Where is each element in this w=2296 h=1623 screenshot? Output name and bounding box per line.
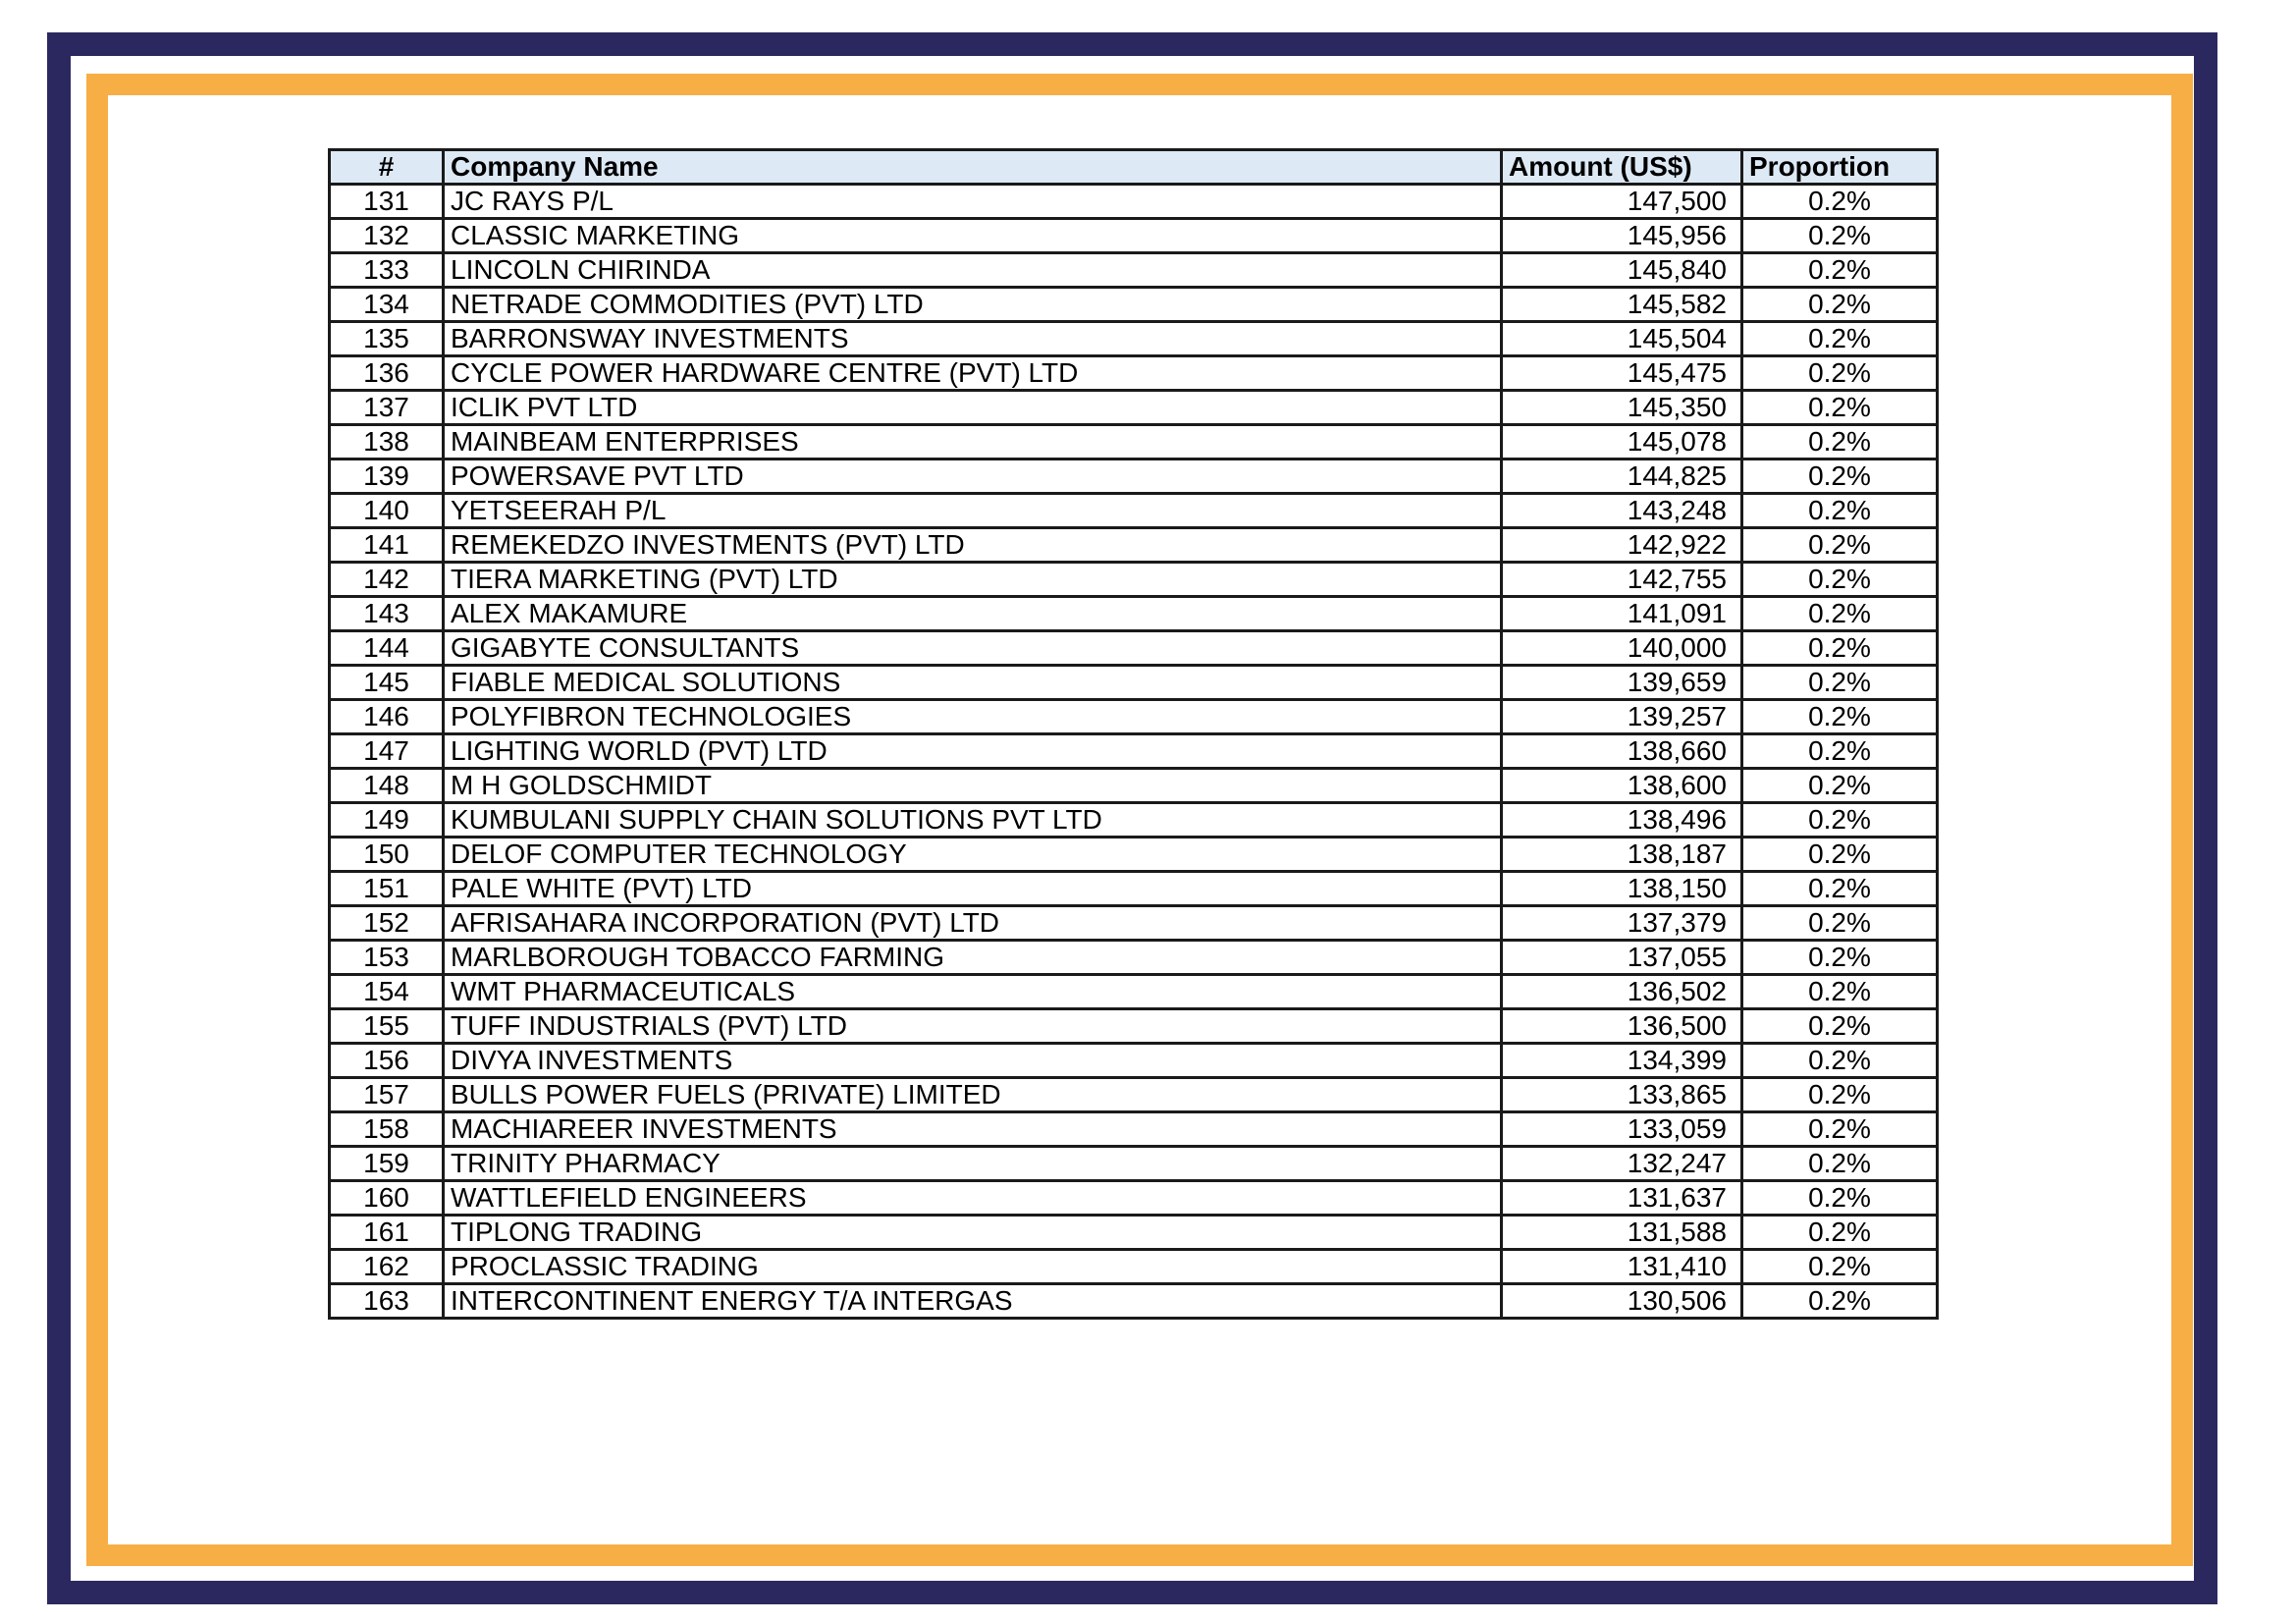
cell-num: 155 — [330, 1009, 444, 1044]
table-row — [330, 563, 1938, 597]
cell-proportion: 0.2% — [1742, 460, 1938, 494]
cell-amount: 138,187 — [1502, 838, 1742, 872]
cell-amount: 142,755 — [1502, 563, 1742, 597]
cell-amount: 138,496 — [1502, 803, 1742, 838]
header-num: # — [330, 150, 444, 185]
cell-num: 145 — [330, 666, 444, 700]
cell-amount: 143,248 — [1502, 494, 1742, 528]
cell-company-name: INTERCONTINENT ENERGY T/A INTERGAS — [444, 1284, 1502, 1319]
cell-proportion: 0.2% — [1742, 1216, 1938, 1250]
cell-amount: 145,350 — [1502, 391, 1742, 425]
cell-num: 136 — [330, 356, 444, 391]
cell-company-name: BARRONSWAY INVESTMENTS — [444, 322, 1502, 356]
table-row — [330, 322, 1938, 356]
cell-company-name: PALE WHITE (PVT) LTD — [444, 872, 1502, 906]
cell-amount: 147,500 — [1502, 185, 1742, 219]
cell-company-name: ICLIK PVT LTD — [444, 391, 1502, 425]
cell-amount: 137,055 — [1502, 941, 1742, 975]
cell-num: 147 — [330, 734, 444, 769]
cell-company-name: MACHIAREER INVESTMENTS — [444, 1112, 1502, 1147]
cell-amount: 131,588 — [1502, 1216, 1742, 1250]
cell-num: 157 — [330, 1078, 444, 1112]
cell-num: 152 — [330, 906, 444, 941]
table-row — [330, 803, 1938, 838]
cell-num: 148 — [330, 769, 444, 803]
cell-num: 151 — [330, 872, 444, 906]
table-row — [330, 838, 1938, 872]
cell-company-name: POLYFIBRON TECHNOLOGIES — [444, 700, 1502, 734]
cell-proportion: 0.2% — [1742, 1284, 1938, 1319]
cell-amount: 131,637 — [1502, 1181, 1742, 1216]
cell-company-name: WMT PHARMACEUTICALS — [444, 975, 1502, 1009]
cell-proportion: 0.2% — [1742, 700, 1938, 734]
cell-proportion: 0.2% — [1742, 631, 1938, 666]
table-row — [330, 356, 1938, 391]
cell-num: 140 — [330, 494, 444, 528]
table-row — [330, 460, 1938, 494]
cell-company-name: MARLBOROUGH TOBACCO FARMING — [444, 941, 1502, 975]
cell-company-name: LINCOLN CHIRINDA — [444, 253, 1502, 288]
cell-num: 162 — [330, 1250, 444, 1284]
table-row — [330, 1181, 1938, 1216]
table-row — [330, 872, 1938, 906]
cell-company-name: WATTLEFIELD ENGINEERS — [444, 1181, 1502, 1216]
cell-amount: 138,660 — [1502, 734, 1742, 769]
cell-proportion: 0.2% — [1742, 219, 1938, 253]
cell-num: 142 — [330, 563, 444, 597]
table-row — [330, 941, 1938, 975]
table-row — [330, 666, 1938, 700]
header-proportion: Proportion — [1742, 150, 1938, 185]
cell-company-name: AFRISAHARA INCORPORATION (PVT) LTD — [444, 906, 1502, 941]
table-row — [330, 700, 1938, 734]
cell-proportion: 0.2% — [1742, 906, 1938, 941]
cell-company-name: ALEX MAKAMURE — [444, 597, 1502, 631]
cell-num: 133 — [330, 253, 444, 288]
cell-num: 134 — [330, 288, 444, 322]
header-company-name: Company Name — [444, 150, 1502, 185]
table-row — [330, 734, 1938, 769]
table-row — [330, 185, 1938, 219]
cell-amount: 145,956 — [1502, 219, 1742, 253]
cell-num: 158 — [330, 1112, 444, 1147]
cell-amount: 131,410 — [1502, 1250, 1742, 1284]
table-row — [330, 1284, 1938, 1319]
table-row — [330, 1078, 1938, 1112]
cell-num: 141 — [330, 528, 444, 563]
table-row — [330, 494, 1938, 528]
cell-proportion: 0.2% — [1742, 1250, 1938, 1284]
cell-num: 137 — [330, 391, 444, 425]
header-row — [330, 150, 1938, 185]
cell-company-name: BULLS POWER FUELS (PRIVATE) LIMITED — [444, 1078, 1502, 1112]
cell-proportion: 0.2% — [1742, 528, 1938, 563]
cell-company-name: CLASSIC MARKETING — [444, 219, 1502, 253]
cell-amount: 140,000 — [1502, 631, 1742, 666]
cell-proportion: 0.2% — [1742, 838, 1938, 872]
table-row — [330, 906, 1938, 941]
cell-proportion: 0.2% — [1742, 1078, 1938, 1112]
cell-company-name: TUFF INDUSTRIALS (PVT) LTD — [444, 1009, 1502, 1044]
cell-amount: 134,399 — [1502, 1044, 1742, 1078]
cell-amount: 145,840 — [1502, 253, 1742, 288]
table-row — [330, 597, 1938, 631]
table-body — [330, 185, 1938, 1319]
cell-company-name: JC RAYS P/L — [444, 185, 1502, 219]
table-row — [330, 1147, 1938, 1181]
cell-amount: 145,078 — [1502, 425, 1742, 460]
cell-company-name: REMEKEDZO INVESTMENTS (PVT) LTD — [444, 528, 1502, 563]
table-row — [330, 1250, 1938, 1284]
table-row — [330, 1216, 1938, 1250]
cell-amount: 138,600 — [1502, 769, 1742, 803]
cell-amount: 145,475 — [1502, 356, 1742, 391]
cell-proportion: 0.2% — [1742, 666, 1938, 700]
cell-company-name: POWERSAVE PVT LTD — [444, 460, 1502, 494]
cell-amount: 137,379 — [1502, 906, 1742, 941]
cell-proportion: 0.2% — [1742, 185, 1938, 219]
cell-amount: 133,865 — [1502, 1078, 1742, 1112]
table-row — [330, 219, 1938, 253]
cell-proportion: 0.2% — [1742, 975, 1938, 1009]
table-row — [330, 425, 1938, 460]
table-row — [330, 1044, 1938, 1078]
cell-proportion: 0.2% — [1742, 1009, 1938, 1044]
cell-proportion: 0.2% — [1742, 1147, 1938, 1181]
cell-num: 135 — [330, 322, 444, 356]
table-row — [330, 253, 1938, 288]
cell-num: 146 — [330, 700, 444, 734]
cell-amount: 142,922 — [1502, 528, 1742, 563]
cell-amount: 136,502 — [1502, 975, 1742, 1009]
cell-num: 138 — [330, 425, 444, 460]
cell-amount: 138,150 — [1502, 872, 1742, 906]
cell-num: 143 — [330, 597, 444, 631]
cell-proportion: 0.2% — [1742, 872, 1938, 906]
cell-num: 160 — [330, 1181, 444, 1216]
cell-proportion: 0.2% — [1742, 734, 1938, 769]
cell-company-name: YETSEERAH P/L — [444, 494, 1502, 528]
header-amount: Amount (US$) — [1502, 150, 1742, 185]
table-row — [330, 975, 1938, 1009]
cell-proportion: 0.2% — [1742, 597, 1938, 631]
table-row — [330, 769, 1938, 803]
cell-proportion: 0.2% — [1742, 322, 1938, 356]
cell-company-name: NETRADE COMMODITIES (PVT) LTD — [444, 288, 1502, 322]
cell-num: 153 — [330, 941, 444, 975]
cell-company-name: FIABLE MEDICAL SOLUTIONS — [444, 666, 1502, 700]
cell-proportion: 0.2% — [1742, 941, 1938, 975]
cell-num: 154 — [330, 975, 444, 1009]
cell-amount: 133,059 — [1502, 1112, 1742, 1147]
cell-proportion: 0.2% — [1742, 425, 1938, 460]
table-row — [330, 1009, 1938, 1044]
cell-amount: 136,500 — [1502, 1009, 1742, 1044]
table-row — [330, 288, 1938, 322]
cell-num: 159 — [330, 1147, 444, 1181]
cell-proportion: 0.2% — [1742, 391, 1938, 425]
cell-amount: 145,504 — [1502, 322, 1742, 356]
cell-amount: 141,091 — [1502, 597, 1742, 631]
cell-company-name: TIERA MARKETING (PVT) LTD — [444, 563, 1502, 597]
cell-proportion: 0.2% — [1742, 253, 1938, 288]
table-row — [330, 528, 1938, 563]
cell-proportion: 0.2% — [1742, 769, 1938, 803]
cell-proportion: 0.2% — [1742, 288, 1938, 322]
cell-num: 156 — [330, 1044, 444, 1078]
cell-proportion: 0.2% — [1742, 494, 1938, 528]
cell-num: 139 — [330, 460, 444, 494]
cell-amount: 139,257 — [1502, 700, 1742, 734]
cell-num: 163 — [330, 1284, 444, 1319]
cell-num: 132 — [330, 219, 444, 253]
cell-amount: 139,659 — [1502, 666, 1742, 700]
cell-amount: 144,825 — [1502, 460, 1742, 494]
cell-company-name: TIPLONG TRADING — [444, 1216, 1502, 1250]
cell-num: 149 — [330, 803, 444, 838]
cell-amount: 145,582 — [1502, 288, 1742, 322]
cell-num: 161 — [330, 1216, 444, 1250]
cell-company-name: M H GOLDSCHMIDT — [444, 769, 1502, 803]
cell-proportion: 0.2% — [1742, 1181, 1938, 1216]
cell-company-name: GIGABYTE CONSULTANTS — [444, 631, 1502, 666]
cell-company-name: CYCLE POWER HARDWARE CENTRE (PVT) LTD — [444, 356, 1502, 391]
cell-proportion: 0.2% — [1742, 563, 1938, 597]
table-row — [330, 1112, 1938, 1147]
cell-num: 131 — [330, 185, 444, 219]
cell-amount: 130,506 — [1502, 1284, 1742, 1319]
cell-proportion: 0.2% — [1742, 1112, 1938, 1147]
cell-company-name: DELOF COMPUTER TECHNOLOGY — [444, 838, 1502, 872]
cell-company-name: DIVYA INVESTMENTS — [444, 1044, 1502, 1078]
cell-company-name: LIGHTING WORLD (PVT) LTD — [444, 734, 1502, 769]
cell-proportion: 0.2% — [1742, 1044, 1938, 1078]
table-container — [328, 148, 1939, 1320]
table-row — [330, 631, 1938, 666]
cell-num: 144 — [330, 631, 444, 666]
company-amounts-table — [328, 148, 1939, 1320]
cell-company-name: MAINBEAM ENTERPRISES — [444, 425, 1502, 460]
table-row — [330, 391, 1938, 425]
cell-proportion: 0.2% — [1742, 803, 1938, 838]
cell-company-name: TRINITY PHARMACY — [444, 1147, 1502, 1181]
cell-amount: 132,247 — [1502, 1147, 1742, 1181]
cell-num: 150 — [330, 838, 444, 872]
cell-company-name: KUMBULANI SUPPLY CHAIN SOLUTIONS PVT LTD — [444, 803, 1502, 838]
cell-proportion: 0.2% — [1742, 356, 1938, 391]
cell-company-name: PROCLASSIC TRADING — [444, 1250, 1502, 1284]
